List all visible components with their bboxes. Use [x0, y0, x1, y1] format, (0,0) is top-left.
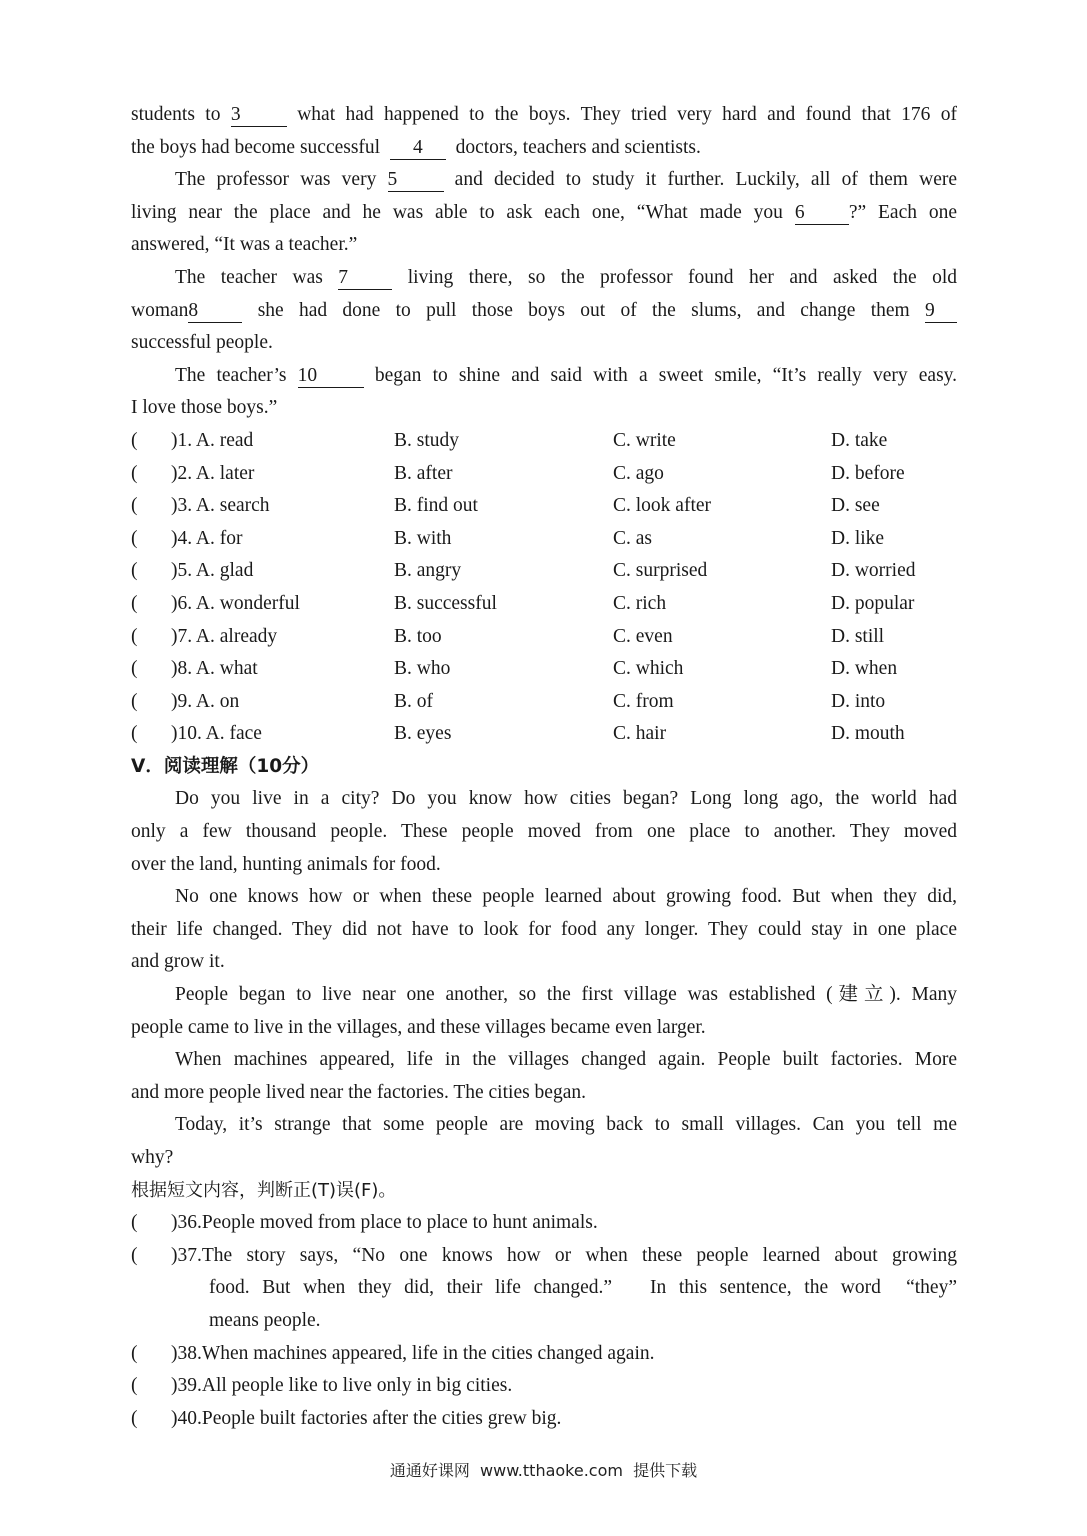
question-row: [131, 653, 957, 686]
option-b[interactable]: B. find out: [394, 495, 478, 517]
option-b[interactable]: B. angry: [394, 560, 462, 582]
passage-text: woman: [131, 299, 189, 321]
option-b[interactable]: B. successful: [394, 592, 497, 614]
answer-paren[interactable]: (: [131, 495, 138, 517]
option-d[interactable]: D. before: [831, 462, 905, 484]
cloze-blank-9: 9: [925, 300, 957, 323]
question-text: )40.People built factories after the cities grew big.: [171, 1407, 562, 1429]
option-c[interactable]: C. even: [613, 625, 673, 647]
option-a[interactable]: [131, 425, 394, 458]
cloze-line: [131, 295, 957, 328]
question-text: )36.People moved from place to place to hunt animals.: [171, 1212, 598, 1234]
reading-line: and grow it.: [131, 951, 225, 973]
options-list: [131, 425, 957, 751]
option-c[interactable]: C. surprised: [613, 560, 708, 582]
cloze-line: [131, 392, 957, 425]
option-c[interactable]: C. ago: [613, 462, 664, 484]
answer-paren[interactable]: (: [131, 527, 138, 549]
cloze-line: [131, 132, 957, 165]
option-a[interactable]: [131, 686, 394, 719]
exam-page: [131, 99, 957, 1435]
passage-text: and decided to study it further. Luckily, all of them were: [454, 169, 958, 191]
reading-line: Do you live in a city? Do you know how cities began? Long long ago, the world had: [175, 788, 957, 810]
reading-line: over the land, hunting animals for food.: [131, 853, 441, 875]
question-number-option-a: )1. A. read: [171, 429, 254, 451]
passage-text: successful people.: [131, 332, 273, 354]
answer-paren[interactable]: (: [131, 723, 138, 745]
question-row: [131, 523, 957, 556]
passage-text: The teacher’s: [175, 364, 287, 386]
cloze-line: [131, 197, 957, 230]
passage-text: ?” Each one: [848, 201, 958, 223]
reading-line: No one knows how or when these people learned about growing food. But when they did,: [175, 886, 957, 908]
section-heading: V．阅读理解（10分）: [131, 755, 320, 777]
option-b[interactable]: B. too: [394, 625, 442, 647]
option-d[interactable]: D. worried: [831, 560, 916, 582]
cloze-line: [131, 327, 957, 360]
passage-text: I love those boys.”: [131, 397, 278, 419]
question-number-option-a: )8. A. what: [171, 658, 258, 680]
cloze-blank-3: 3: [231, 104, 287, 127]
question-number-option-a: )9. A. on: [171, 690, 240, 712]
option-d[interactable]: D. popular: [831, 592, 915, 614]
question-row: [131, 588, 957, 621]
question-text: )38.When machines appeared, life in the cities changed again.: [171, 1342, 655, 1364]
cloze-blank-5: 5: [388, 169, 444, 192]
tf-question-37: [131, 1240, 957, 1273]
reading-line: and more people lived near the factories. The cities began.: [131, 1081, 586, 1103]
option-b[interactable]: B. eyes: [394, 723, 452, 745]
question-number-option-a: )10. A. face: [171, 723, 262, 745]
option-c[interactable]: C. as: [613, 527, 652, 549]
question-row: [131, 718, 957, 751]
instruction-text: 根据短文内容，判断正(T)误(F)。: [131, 1179, 397, 1201]
passage-text: living there, so the professor found her and asked the old: [407, 266, 957, 288]
cloze-blank-4: 4: [390, 137, 446, 160]
tf-question-40: [131, 1403, 957, 1436]
tf-question-39: [131, 1370, 957, 1403]
option-a[interactable]: [131, 588, 394, 621]
cloze-blank-6: 6: [795, 202, 849, 225]
option-b[interactable]: B. who: [394, 658, 451, 680]
answer-paren[interactable]: (: [131, 1212, 138, 1234]
question-row: [131, 490, 957, 523]
option-c[interactable]: C. write: [613, 429, 676, 451]
passage-text: the boys had become successful: [131, 136, 381, 158]
answer-paren[interactable]: (: [131, 1407, 138, 1429]
answer-paren[interactable]: (: [131, 1375, 138, 1397]
question-number-option-a: )3. A. search: [171, 495, 270, 517]
answer-paren[interactable]: (: [131, 690, 138, 712]
option-a[interactable]: [131, 718, 394, 751]
reading-line: their life changed. They did not have to look for food any longer. They could stay in one place: [131, 918, 957, 940]
question-row: [131, 686, 957, 719]
question-row: [131, 555, 957, 588]
passage-text: began to shine and said with a sweet smile, “It’s really very easy.: [374, 364, 958, 386]
option-b[interactable]: B. after: [394, 462, 453, 484]
reading-line: people came to live in the villages, and these villages became even larger.: [131, 1016, 706, 1038]
option-a[interactable]: [131, 490, 394, 523]
option-a[interactable]: [131, 621, 394, 654]
option-a[interactable]: [131, 523, 394, 556]
page-footer: 通通好课网 www.tthaoke.com 提供下载: [389, 1461, 698, 1480]
tf-question-38: [131, 1338, 957, 1371]
passage-text: doctors, teachers and scientists.: [455, 136, 701, 158]
option-c[interactable]: C. look after: [613, 495, 712, 517]
cloze-blank-7: 7: [338, 267, 392, 290]
answer-paren[interactable]: (: [131, 1342, 138, 1364]
question-continuation: food. But when they did, their life changed.” In this sentence, the word “they”: [209, 1277, 957, 1299]
cloze-line: [131, 229, 957, 262]
passage-text: she had done to pull those boys out of the slums, and change them: [257, 299, 910, 321]
answer-paren[interactable]: (: [131, 658, 138, 680]
option-d[interactable]: D. still: [831, 625, 885, 647]
option-d[interactable]: D. into: [831, 690, 886, 712]
tf-question-36: [131, 1207, 957, 1240]
question-row: [131, 621, 957, 654]
option-d[interactable]: D. take: [831, 429, 888, 451]
passage-text: students to: [131, 104, 221, 125]
cloze-line: [131, 262, 957, 295]
question-continuation: means people.: [209, 1309, 321, 1331]
option-d[interactable]: D. see: [831, 495, 880, 517]
cloze-blank-10: 10: [298, 365, 364, 388]
question-row: [131, 425, 957, 458]
option-c[interactable]: C. from: [613, 690, 674, 712]
answer-paren[interactable]: (: [131, 592, 138, 614]
question-text: )37.The story says, “No one knows how or when these people learned about growing: [171, 1244, 957, 1266]
option-c[interactable]: C. hair: [613, 723, 667, 745]
question-text: )39.All people like to live only in big cities.: [171, 1375, 513, 1397]
reading-line: only a few thousand people. These people moved from one place to another. They moved: [131, 821, 957, 843]
question-number-option-a: )6. A. wonderful: [171, 592, 300, 614]
option-b[interactable]: B. with: [394, 527, 452, 549]
option-a[interactable]: [131, 555, 394, 588]
option-a[interactable]: [131, 653, 394, 686]
option-c[interactable]: C. rich: [613, 592, 667, 614]
reading-line: Today, it’s strange that some people are moving back to small villages. Can you tell me: [175, 1114, 957, 1136]
reading-line: When machines appeared, life in the villages changed again. People built factories. More: [175, 1049, 957, 1071]
question-number-option-a: )7. A. already: [171, 625, 278, 647]
passage-text: living near the place and he was able to ask each one, “What made you: [131, 201, 783, 223]
passage-text: The professor was very: [175, 169, 377, 191]
reading-line: People began to live near one another, so the first village was established (建立). Many: [175, 984, 957, 1006]
answer-paren[interactable]: (: [131, 462, 138, 484]
answer-paren[interactable]: (: [131, 560, 138, 582]
passage-text: The teacher was: [175, 266, 323, 288]
question-number-option-a: )2. A. later: [171, 462, 255, 484]
question-number-option-a: )4. A. for: [171, 527, 243, 549]
cloze-line: [131, 99, 957, 132]
cloze-line: [131, 360, 957, 393]
question-number-option-a: )5. A. glad: [171, 560, 254, 582]
question-row: [131, 458, 957, 491]
option-d[interactable]: D. when: [831, 658, 898, 680]
reading-line: why?: [131, 1147, 174, 1168]
cloze-line: [131, 164, 957, 197]
passage-text: answered, “It was a teacher.”: [131, 234, 358, 256]
answer-paren[interactable]: (: [131, 625, 138, 647]
option-c[interactable]: C. which: [613, 658, 684, 680]
option-d[interactable]: D. mouth: [831, 723, 905, 745]
option-b[interactable]: B. study: [394, 429, 460, 451]
option-a[interactable]: [131, 458, 394, 491]
answer-paren[interactable]: (: [131, 1244, 138, 1266]
answer-paren[interactable]: (: [131, 429, 138, 451]
option-b[interactable]: B. of: [394, 690, 433, 712]
passage-text: what had happened to the boys. They tried very hard and found that 176 of: [297, 104, 958, 125]
option-d[interactable]: D. like: [831, 527, 885, 549]
cloze-blank-8: 8: [188, 300, 242, 323]
